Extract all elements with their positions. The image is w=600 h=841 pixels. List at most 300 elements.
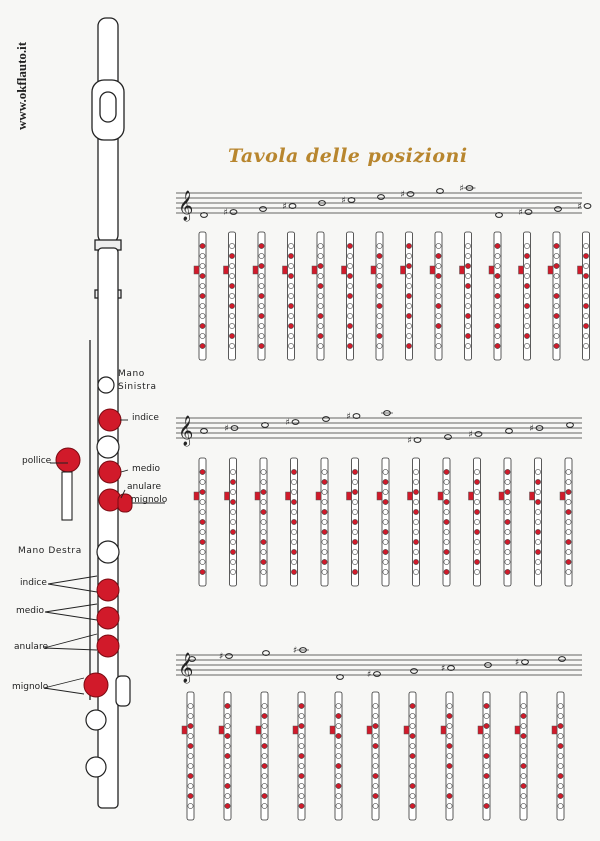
mini-key [383, 479, 388, 484]
mini-key [347, 263, 352, 268]
mini-key [288, 323, 293, 328]
mini-key [373, 713, 378, 718]
mini-thumb-key [194, 492, 199, 500]
mini-key [229, 273, 234, 278]
mini-key [230, 519, 235, 524]
label-right-indice: indice [20, 578, 47, 588]
mini-thumb-key [342, 266, 347, 274]
mini-key [259, 333, 264, 338]
note-head [525, 210, 532, 215]
mini-key [436, 253, 441, 258]
mini-key [259, 303, 264, 308]
mini-key [336, 733, 341, 738]
mini-key [558, 723, 563, 728]
mini-thumb-key [219, 726, 224, 734]
mini-key [484, 783, 489, 788]
mini-key [524, 323, 529, 328]
mini-thumb-key [478, 726, 483, 734]
label-right-anulare: anulare [14, 642, 48, 652]
mini-key [406, 293, 411, 298]
fingering-charts-row-1 [194, 184, 591, 360]
mini-key [521, 783, 526, 788]
mini-thumb-key [283, 266, 288, 274]
mini-key [474, 489, 479, 494]
mini-key [383, 569, 388, 574]
mini-key [566, 469, 571, 474]
mini-key [535, 499, 540, 504]
mini-key [413, 519, 418, 524]
mini-key [200, 479, 205, 484]
mini-key [474, 559, 479, 564]
mini-key [259, 263, 264, 268]
mini-key [444, 559, 449, 564]
mini-key [200, 263, 205, 268]
mini-key [229, 303, 234, 308]
mini-key [322, 529, 327, 534]
mini-thumb-key [225, 492, 230, 500]
mini-thumb-key [530, 492, 535, 500]
mini-key [261, 509, 266, 514]
mini-key [347, 293, 352, 298]
mini-key [554, 313, 559, 318]
mini-key [318, 243, 323, 248]
mini-thumb-key [224, 266, 229, 274]
mini-key [225, 803, 230, 808]
note-head [445, 435, 452, 440]
mini-key [474, 509, 479, 514]
mini-key [495, 313, 500, 318]
mini-key [383, 469, 388, 474]
mini-key [291, 489, 296, 494]
mini-key [505, 519, 510, 524]
mini-key [436, 263, 441, 268]
mini-key [535, 479, 540, 484]
mini-key [352, 519, 357, 524]
mini-key [347, 323, 352, 328]
mini-thumb-key [404, 726, 409, 734]
mini-key [200, 273, 205, 278]
mini-key [373, 703, 378, 708]
mini-key [436, 303, 441, 308]
mini-key [410, 743, 415, 748]
mini-key [410, 723, 415, 728]
mini-key [583, 343, 588, 348]
mini-thumb-key [330, 726, 335, 734]
mini-key [318, 283, 323, 288]
mini-key [299, 783, 304, 788]
mini-key [288, 303, 293, 308]
mini-key [465, 283, 470, 288]
mini-key [474, 539, 479, 544]
note-head [559, 657, 566, 662]
mini-key [299, 723, 304, 728]
mini-key [200, 293, 205, 298]
mini-key [262, 763, 267, 768]
mini-key [484, 703, 489, 708]
mini-key [447, 723, 452, 728]
mini-key [465, 263, 470, 268]
mini-key [225, 793, 230, 798]
mini-key [558, 753, 563, 758]
mini-key [566, 479, 571, 484]
mini-key [566, 529, 571, 534]
mini-thumb-key [408, 492, 413, 500]
sharp-icon: ♯ [407, 436, 412, 446]
sharp-icon: ♯ [468, 430, 473, 440]
mini-key [288, 313, 293, 318]
mini-key [262, 753, 267, 758]
mini-key [558, 743, 563, 748]
mini-key [200, 253, 205, 258]
mini-key [406, 333, 411, 338]
mini-key [352, 489, 357, 494]
mini-key [474, 569, 479, 574]
note-head [260, 207, 267, 212]
mini-key [447, 783, 452, 788]
mini-key [444, 529, 449, 534]
mini-key [230, 529, 235, 534]
mini-key [230, 559, 235, 564]
mini-key [566, 549, 571, 554]
mini-key [558, 803, 563, 808]
mini-key [495, 263, 500, 268]
mini-key [225, 783, 230, 788]
mini-key [566, 509, 571, 514]
mini-key [261, 469, 266, 474]
mini-key [322, 559, 327, 564]
mini-key [229, 243, 234, 248]
mini-key [259, 243, 264, 248]
mini-key [413, 479, 418, 484]
mini-key [352, 479, 357, 484]
label-right-mignolo: mignolo [12, 682, 49, 692]
mini-thumb-key [256, 726, 261, 734]
mini-key [524, 273, 529, 278]
mini-key [413, 549, 418, 554]
mini-key [406, 323, 411, 328]
mini-key [299, 793, 304, 798]
mini-key [288, 253, 293, 258]
mini-key [322, 569, 327, 574]
site-url: www.okflauto.it [14, 41, 29, 130]
note-head [411, 669, 418, 674]
mini-key [262, 723, 267, 728]
mini-key [377, 253, 382, 258]
mini-key [259, 313, 264, 318]
mini-key [225, 733, 230, 738]
mini-key [225, 713, 230, 718]
mini-thumb-key [255, 492, 260, 500]
mini-key [535, 549, 540, 554]
mini-key [554, 273, 559, 278]
mini-key [558, 783, 563, 788]
mini-key [373, 733, 378, 738]
mini-key [447, 753, 452, 758]
mini-key [336, 703, 341, 708]
mini-thumb-key [293, 726, 298, 734]
mini-key [230, 549, 235, 554]
mini-key [291, 479, 296, 484]
mini-key [406, 273, 411, 278]
mini-key [566, 569, 571, 574]
mini-thumb-key [253, 266, 258, 274]
label-left-medio: medio [132, 464, 161, 474]
mini-key [229, 343, 234, 348]
mini-key [299, 753, 304, 758]
mini-key [465, 323, 470, 328]
mini-key [225, 723, 230, 728]
mini-key [558, 733, 563, 738]
sharp-icon: ♯ [441, 664, 446, 674]
mini-key [484, 743, 489, 748]
mini-key [406, 253, 411, 258]
mini-key [347, 273, 352, 278]
mini-key [230, 509, 235, 514]
mini-key [444, 569, 449, 574]
fingering-charts-row-3 [182, 646, 565, 820]
mini-key [347, 253, 352, 258]
mini-key [262, 773, 267, 778]
mini-key [299, 713, 304, 718]
mini-key [484, 753, 489, 758]
mini-key [347, 243, 352, 248]
mini-key [447, 793, 452, 798]
mini-key [188, 763, 193, 768]
mini-key [406, 263, 411, 268]
mini-key [524, 343, 529, 348]
mini-key [259, 323, 264, 328]
mini-key [410, 763, 415, 768]
mini-key [352, 549, 357, 554]
mini-key [262, 733, 267, 738]
mini-key [558, 793, 563, 798]
mini-key [410, 733, 415, 738]
mini-key [200, 243, 205, 248]
mini-key [554, 263, 559, 268]
mini-key [188, 733, 193, 738]
mini-key [352, 539, 357, 544]
mini-key [583, 333, 588, 338]
mini-thumb-key [519, 266, 524, 274]
mini-key [505, 489, 510, 494]
mini-key [521, 803, 526, 808]
mini-key [299, 763, 304, 768]
sharp-icon: ♯ [293, 646, 298, 656]
mini-key [291, 529, 296, 534]
mini-key [377, 243, 382, 248]
mini-key [261, 529, 266, 534]
mini-key [413, 509, 418, 514]
mini-key [352, 509, 357, 514]
mini-key [318, 273, 323, 278]
mini-key [447, 773, 452, 778]
sharp-icon: ♯ [219, 652, 224, 662]
label-pollice: pollice [22, 456, 52, 466]
label-left-indice: indice [132, 413, 159, 423]
mini-key [230, 539, 235, 544]
page-title: Tavola delle posizioni [228, 145, 468, 167]
mini-key [336, 763, 341, 768]
mini-key [291, 469, 296, 474]
mini-key [336, 753, 341, 758]
mini-key [318, 333, 323, 338]
mini-key [554, 243, 559, 248]
note-head [475, 432, 482, 437]
sharp-icon: ♯ [285, 418, 290, 428]
mini-key [188, 773, 193, 778]
mini-key [229, 293, 234, 298]
mini-key [383, 519, 388, 524]
mini-key [436, 273, 441, 278]
mini-key [436, 323, 441, 328]
mini-key [347, 343, 352, 348]
mini-key [318, 313, 323, 318]
mini-key [322, 479, 327, 484]
mini-key [373, 753, 378, 758]
mini-key [377, 303, 382, 308]
mini-key [262, 703, 267, 708]
mini-key [322, 509, 327, 514]
note-head [584, 204, 591, 209]
mini-key [447, 713, 452, 718]
mini-key [262, 743, 267, 748]
mini-key [322, 519, 327, 524]
mini-key [474, 529, 479, 534]
mini-key [495, 323, 500, 328]
mini-key [230, 469, 235, 474]
mini-key [524, 313, 529, 318]
mini-key [188, 703, 193, 708]
mini-key [436, 283, 441, 288]
mini-key [447, 703, 452, 708]
mini-key [436, 333, 441, 338]
mini-key [554, 303, 559, 308]
mini-thumb-key [316, 492, 321, 500]
mini-key [318, 293, 323, 298]
mini-key [336, 713, 341, 718]
mini-key [566, 519, 571, 524]
mini-key [261, 559, 266, 564]
mini-key [336, 723, 341, 728]
note-head [374, 672, 381, 677]
mini-key [413, 499, 418, 504]
mini-key [383, 529, 388, 534]
mini-key [377, 313, 382, 318]
mini-key [322, 549, 327, 554]
mini-key [535, 469, 540, 474]
mini-key [444, 539, 449, 544]
mini-key [410, 713, 415, 718]
mini-key [225, 773, 230, 778]
mini-key [521, 713, 526, 718]
mini-key [583, 313, 588, 318]
mini-key [413, 569, 418, 574]
mini-key [188, 753, 193, 758]
mini-thumb-key [371, 266, 376, 274]
mini-key [524, 333, 529, 338]
mini-key [200, 343, 205, 348]
sharp-icon: ♯ [367, 670, 372, 680]
mini-key [318, 263, 323, 268]
mini-key [299, 703, 304, 708]
mini-key [524, 303, 529, 308]
sharp-icon: ♯ [346, 412, 351, 422]
mini-key [465, 243, 470, 248]
mini-key [465, 313, 470, 318]
mini-key [291, 499, 296, 504]
mini-key [200, 539, 205, 544]
mini-key [505, 499, 510, 504]
mini-thumb-key [194, 266, 199, 274]
mini-key [410, 773, 415, 778]
mini-key [230, 569, 235, 574]
mini-key [352, 569, 357, 574]
mini-key [524, 293, 529, 298]
mini-key [505, 549, 510, 554]
mini-key [535, 539, 540, 544]
mini-key [318, 343, 323, 348]
mini-key [322, 499, 327, 504]
mini-thumb-key [515, 726, 520, 734]
mini-key [299, 803, 304, 808]
mini-key [225, 743, 230, 748]
mini-key [465, 273, 470, 278]
mini-key [406, 303, 411, 308]
mini-thumb-key [438, 492, 443, 500]
sharp-icon: ♯ [400, 190, 405, 200]
mini-key [288, 273, 293, 278]
mini-key [465, 343, 470, 348]
mini-key [377, 283, 382, 288]
mini-key [474, 469, 479, 474]
mini-key [347, 303, 352, 308]
mini-key [406, 343, 411, 348]
mini-thumb-key [489, 266, 494, 274]
mini-key [410, 803, 415, 808]
mini-key [288, 293, 293, 298]
mini-thumb-key [499, 492, 504, 500]
mini-key [261, 489, 266, 494]
mini-key [413, 559, 418, 564]
mini-key [413, 469, 418, 474]
mini-key [291, 569, 296, 574]
mini-key [336, 743, 341, 748]
mini-key [373, 803, 378, 808]
mini-key [229, 253, 234, 258]
mini-key [299, 773, 304, 778]
staff-row-3 [176, 652, 582, 684]
mini-key [229, 323, 234, 328]
mini-key [535, 529, 540, 534]
mini-thumb-key [578, 266, 583, 274]
mini-key [521, 703, 526, 708]
mini-key [406, 243, 411, 248]
sharp-icon: ♯ [341, 196, 346, 206]
mini-key [583, 303, 588, 308]
mini-key [436, 293, 441, 298]
sharp-icon: ♯ [529, 424, 534, 434]
mini-key [566, 489, 571, 494]
note-head [292, 420, 299, 425]
treble-clef-icon: 𝄞 [178, 416, 194, 446]
mini-key [521, 753, 526, 758]
sharp-icon: ♯ [459, 184, 464, 194]
mini-thumb-key [367, 726, 372, 734]
mini-key [261, 569, 266, 574]
mini-key [377, 333, 382, 338]
mini-key [336, 793, 341, 798]
mini-key [554, 293, 559, 298]
